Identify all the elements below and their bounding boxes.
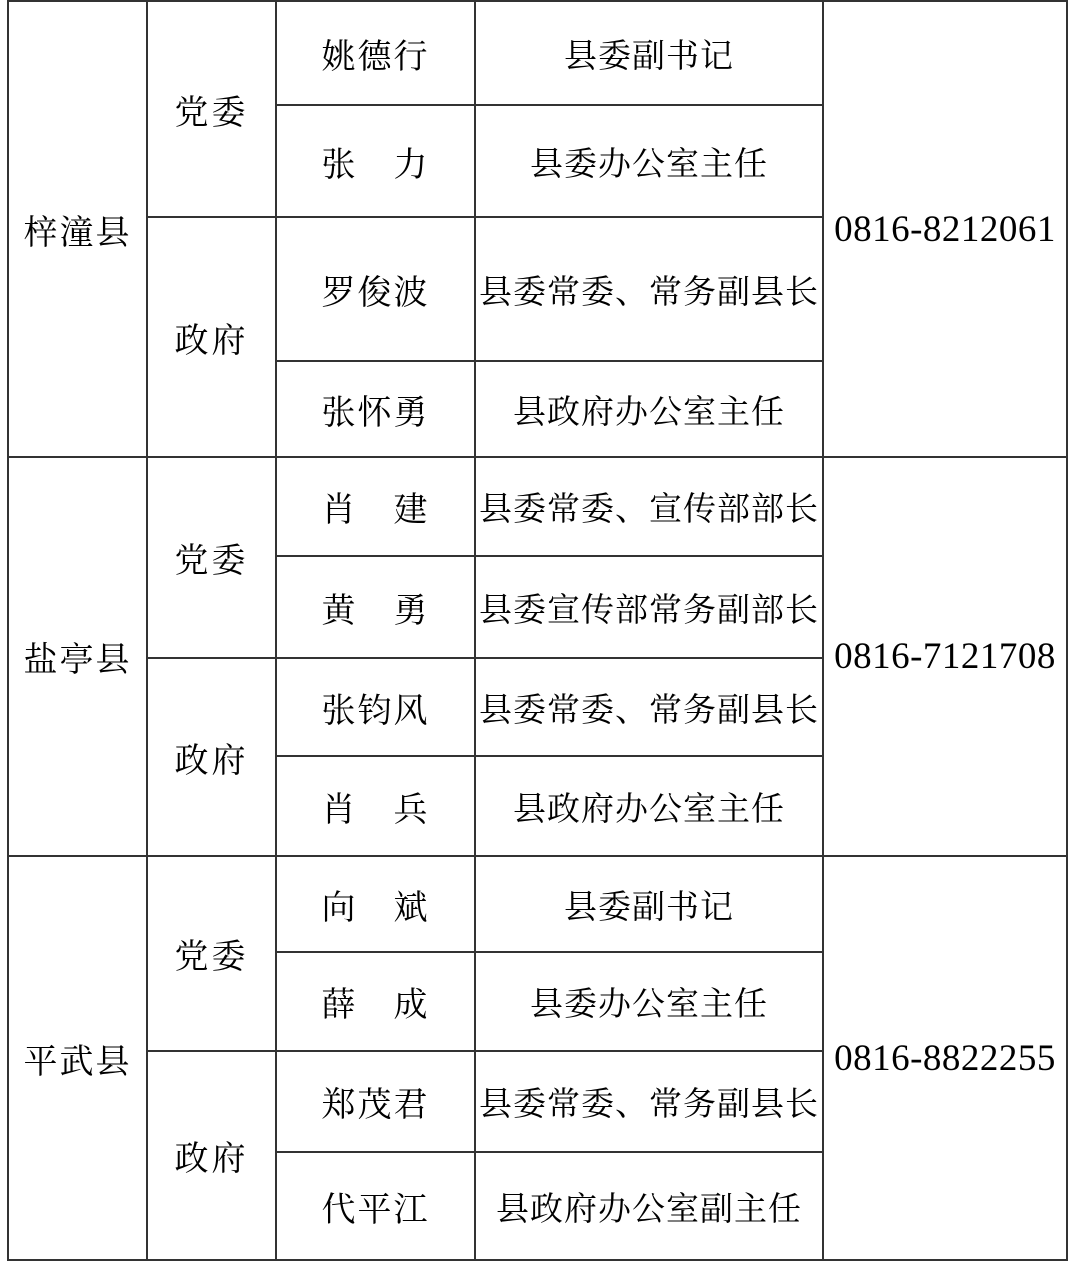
org-type-cell: 政府 xyxy=(147,217,276,457)
org-type-cell: 政府 xyxy=(147,658,276,856)
position-cell: 县委常委、宣传部部长 xyxy=(475,457,823,556)
position-cell: 县委办公室主任 xyxy=(475,952,823,1051)
person-name-cell: 黄 勇 xyxy=(276,556,475,658)
county-cell: 梓潼县 xyxy=(8,1,147,457)
county-cell: 盐亭县 xyxy=(8,457,147,856)
directory-page xyxy=(7,0,1068,1261)
person-name-cell: 罗俊波 xyxy=(276,217,475,361)
position-cell: 县委常委、常务副县长 xyxy=(475,217,823,361)
contact-table xyxy=(7,0,1068,1261)
phone-cell: 0816-8212061 xyxy=(823,1,1067,457)
position-cell: 县政府办公室副主任 xyxy=(475,1152,823,1260)
table-row xyxy=(8,457,1067,556)
org-type-cell: 党委 xyxy=(147,856,276,1051)
county-cell: 平武县 xyxy=(8,856,147,1260)
table-row xyxy=(8,1,1067,105)
phone-cell: 0816-7121708 xyxy=(823,457,1067,856)
person-name-cell: 肖 兵 xyxy=(276,756,475,856)
position-cell: 县委副书记 xyxy=(475,856,823,952)
org-type-cell: 党委 xyxy=(147,457,276,658)
person-name-cell: 向 斌 xyxy=(276,856,475,952)
phone-cell: 0816-8822255 xyxy=(823,856,1067,1260)
position-cell: 县委办公室主任 xyxy=(475,105,823,217)
position-cell: 县政府办公室主任 xyxy=(475,361,823,457)
position-cell: 县委常委、常务副县长 xyxy=(475,658,823,756)
person-name-cell: 姚德行 xyxy=(276,1,475,105)
person-name-cell: 代平江 xyxy=(276,1152,475,1260)
person-name-cell: 肖 建 xyxy=(276,457,475,556)
position-cell: 县委宣传部常务副部长 xyxy=(475,556,823,658)
position-cell: 县政府办公室主任 xyxy=(475,756,823,856)
person-name-cell: 张钧风 xyxy=(276,658,475,756)
position-cell: 县委常委、常务副县长 xyxy=(475,1051,823,1152)
org-type-cell: 党委 xyxy=(147,1,276,217)
table-row xyxy=(8,856,1067,952)
position-cell: 县委副书记 xyxy=(475,1,823,105)
person-name-cell: 薛 成 xyxy=(276,952,475,1051)
person-name-cell: 张 力 xyxy=(276,105,475,217)
person-name-cell: 张怀勇 xyxy=(276,361,475,457)
person-name-cell: 郑茂君 xyxy=(276,1051,475,1152)
org-type-cell: 政府 xyxy=(147,1051,276,1260)
